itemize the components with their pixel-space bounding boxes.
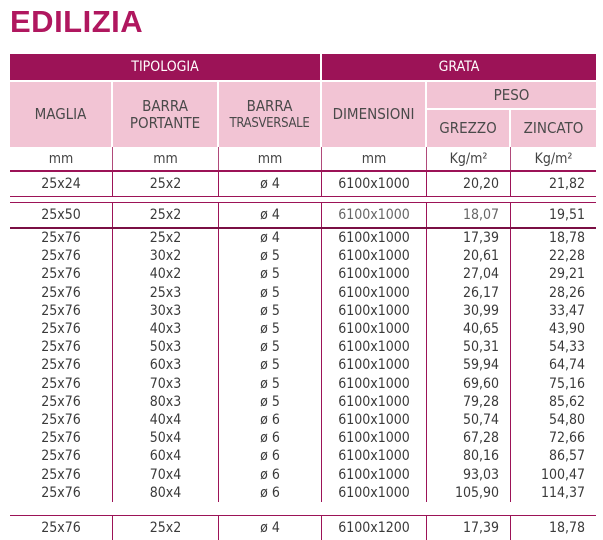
cell-barra-portante: 25x2 <box>113 172 219 196</box>
cell-grezzo: 20,20 <box>427 172 511 196</box>
cell-grezzo: 69,60 <box>427 375 511 393</box>
cell-zincato: 18,78 <box>548 519 585 536</box>
cell-maglia: 25x76 <box>10 484 113 502</box>
table-row <box>10 265 596 283</box>
cell-barra-trasversale: ø 4 <box>219 229 322 247</box>
cell-dimensioni: 6100x1000 <box>322 172 427 196</box>
cell-maglia: 25x76 <box>10 375 113 393</box>
cell-dimensioni: 6100x1000 <box>322 284 427 302</box>
table-row <box>10 516 596 540</box>
cell-barra-trasversale: ø 5 <box>219 375 322 393</box>
cell-dimensioni: 6100x1000 <box>322 411 427 429</box>
cell-barra-portante: 60x4 <box>113 447 219 465</box>
table-row <box>10 284 596 302</box>
cell-barra-portante: 30x2 <box>113 247 219 265</box>
cell-zincato: 75,16 <box>548 375 585 392</box>
table-group-2 <box>10 202 596 227</box>
cell-maglia: 25x76 <box>10 356 113 374</box>
cell-barra-trasversale: ø 6 <box>219 465 322 483</box>
cell-zincato: 85,62 <box>548 393 585 410</box>
cell-dimensioni: 6100x1000 <box>322 247 427 265</box>
cell-barra-trasversale: ø 5 <box>219 320 322 338</box>
table-row <box>10 172 596 196</box>
unit-grezzo: Kg/m² <box>427 147 511 170</box>
cell-barra-portante: 25x2 <box>113 203 219 227</box>
cell-zincato: 21,82 <box>548 176 585 192</box>
table-row <box>10 247 596 265</box>
cell-dimensioni: 6100x1000 <box>322 375 427 393</box>
cell-barra-portante: 25x2 <box>113 229 219 247</box>
cell-barra-trasversale: ø 5 <box>219 356 322 374</box>
cell-barra-portante: 40x3 <box>113 320 219 338</box>
cell-zincato: 29,21 <box>548 266 585 283</box>
table-row <box>10 338 596 356</box>
unit-maglia: mm <box>10 147 113 170</box>
table-row <box>10 356 596 374</box>
cell-barra-portante: 25x3 <box>113 284 219 302</box>
cell-grezzo: 18,07 <box>427 203 511 227</box>
cell-maglia: 25x76 <box>10 411 113 429</box>
cell-dimensioni: 6100x1000 <box>322 356 427 374</box>
cell-zincato: 54,33 <box>548 339 585 356</box>
cell-dimensioni: 6100x1000 <box>322 393 427 411</box>
cell-barra-trasversale: ø 6 <box>219 447 322 465</box>
cell-grezzo: 93,03 <box>427 465 511 483</box>
cell-zincato: 54,80 <box>548 411 585 428</box>
cell-zincato: 114,37 <box>540 484 585 501</box>
cell-barra-portante: 50x4 <box>113 429 219 447</box>
cell-barra-portante: 50x3 <box>113 338 219 356</box>
cell-barra-portante: 70x3 <box>113 375 219 393</box>
product-table <box>10 54 596 540</box>
cell-zincato: 19,51 <box>548 207 585 223</box>
group-gap <box>10 502 596 515</box>
cell-grezzo: 50,74 <box>427 411 511 429</box>
cell-grezzo: 20,61 <box>427 247 511 265</box>
header-grezzo: GREZZO <box>427 110 511 147</box>
cell-grezzo: 17,39 <box>427 229 511 247</box>
cell-maglia: 25x24 <box>10 172 113 196</box>
unit-barra-portante: mm <box>113 147 219 170</box>
cell-barra-portante: 40x2 <box>113 265 219 283</box>
table-row <box>10 465 596 483</box>
header-barra-trasversale-line2: TRASVERSALE <box>229 115 310 131</box>
cell-dimensioni: 6100x1000 <box>322 338 427 356</box>
header-columns <box>10 80 596 147</box>
cell-barra-trasversale: ø 4 <box>219 172 322 196</box>
cell-barra-trasversale: ø 5 <box>219 284 322 302</box>
table-row <box>10 447 596 465</box>
unit-dimensioni: mm <box>322 147 427 170</box>
cell-maglia: 25x76 <box>10 447 113 465</box>
cell-grezzo: 30,99 <box>427 302 511 320</box>
cell-maglia: 25x76 <box>10 302 113 320</box>
cell-zincato: 33,47 <box>548 302 585 319</box>
header-tipologia: TIPOLOGIA <box>10 54 322 80</box>
cell-grezzo: 67,28 <box>427 429 511 447</box>
cell-barra-portante: 40x4 <box>113 411 219 429</box>
table-group-1 <box>10 172 596 197</box>
cell-dimensioni: 6100x1000 <box>322 265 427 283</box>
cell-maglia: 25x76 <box>10 320 113 338</box>
cell-grezzo: 50,31 <box>427 338 511 356</box>
unit-zincato: Kg/m² <box>534 150 573 167</box>
table-row <box>10 229 596 247</box>
header-maglia: MAGLIA <box>10 80 113 147</box>
table-group-4 <box>10 515 596 540</box>
cell-dimensioni: 6100x1000 <box>322 203 427 227</box>
cell-zincato: 22,28 <box>548 248 585 265</box>
header-grata: GRATA <box>322 54 596 80</box>
cell-barra-trasversale: ø 6 <box>219 429 322 447</box>
cell-maglia: 25x76 <box>10 247 113 265</box>
header-zincato: ZINCATO <box>511 110 596 147</box>
cell-barra-trasversale: ø 4 <box>219 203 322 227</box>
header-barra-portante-line2: PORTANTE <box>129 113 201 132</box>
unit-barra-trasversale: mm <box>219 147 322 170</box>
cell-dimensioni: 6100x1000 <box>322 447 427 465</box>
header-barra-trasversale-line1: BARRA <box>246 96 293 115</box>
cell-grezzo: 17,39 <box>427 516 511 540</box>
table-row <box>10 203 596 227</box>
cell-barra-trasversale: ø 6 <box>219 411 322 429</box>
table-row <box>10 302 596 320</box>
header-barra-trasversale <box>219 80 322 147</box>
cell-barra-portante: 60x3 <box>113 356 219 374</box>
cell-grezzo: 59,94 <box>427 356 511 374</box>
table-group-3 <box>10 229 596 502</box>
cell-barra-portante: 30x3 <box>113 302 219 320</box>
table-row <box>10 484 596 502</box>
cell-barra-trasversale: ø 5 <box>219 265 322 283</box>
cell-grezzo: 27,04 <box>427 265 511 283</box>
cell-zincato: 100,47 <box>540 466 585 483</box>
cell-dimensioni: 6100x1000 <box>322 484 427 502</box>
table-row <box>10 320 596 338</box>
cell-zincato: 43,90 <box>548 321 585 338</box>
cell-zincato: 86,57 <box>548 448 585 465</box>
cell-barra-trasversale: ø 5 <box>219 302 322 320</box>
cell-dimensioni: 6100x1000 <box>322 465 427 483</box>
header-dimensioni: DIMENSIONI <box>322 80 427 147</box>
cell-barra-portante: 80x4 <box>113 484 219 502</box>
cell-dimensioni: 6100x1000 <box>322 302 427 320</box>
header-peso: PESO <box>427 80 596 110</box>
table-row <box>10 411 596 429</box>
cell-grezzo: 26,17 <box>427 284 511 302</box>
cell-maglia: 25x76 <box>10 265 113 283</box>
cell-barra-trasversale: ø 4 <box>219 516 322 540</box>
cell-maglia: 25x76 <box>10 229 113 247</box>
cell-dimensioni: 6100x1000 <box>322 429 427 447</box>
cell-grezzo: 105,90 <box>427 484 511 502</box>
cell-maglia: 25x76 <box>10 429 113 447</box>
cell-maglia: 25x76 <box>10 393 113 411</box>
table-row <box>10 393 596 411</box>
cell-zincato: 72,66 <box>548 430 585 447</box>
cell-dimensioni: 6100x1000 <box>322 229 427 247</box>
cell-grezzo: 79,28 <box>427 393 511 411</box>
cell-barra-trasversale: ø 5 <box>219 247 322 265</box>
table-row <box>10 429 596 447</box>
table-row <box>10 375 596 393</box>
header-barra-portante <box>113 80 219 147</box>
page-title: EDILIZIA <box>10 4 144 39</box>
units-row <box>10 147 596 172</box>
cell-maglia: 25x76 <box>10 516 113 540</box>
header-group-row <box>10 54 596 80</box>
cell-dimensioni: 6100x1200 <box>322 516 427 540</box>
cell-maglia: 25x76 <box>10 338 113 356</box>
cell-maglia: 25x50 <box>10 203 113 227</box>
cell-barra-trasversale: ø 5 <box>219 393 322 411</box>
cell-barra-portante: 70x4 <box>113 465 219 483</box>
cell-zincato: 18,78 <box>548 230 585 247</box>
cell-maglia: 25x76 <box>10 284 113 302</box>
cell-barra-portante: 25x2 <box>113 516 219 540</box>
cell-barra-trasversale: ø 6 <box>219 484 322 502</box>
cell-grezzo: 40,65 <box>427 320 511 338</box>
header-barra-portante-line1: BARRA <box>142 96 188 115</box>
cell-barra-portante: 80x3 <box>113 393 219 411</box>
cell-grezzo: 80,16 <box>427 447 511 465</box>
cell-maglia: 25x76 <box>10 465 113 483</box>
cell-barra-trasversale: ø 5 <box>219 338 322 356</box>
cell-dimensioni: 6100x1000 <box>322 320 427 338</box>
cell-zincato: 64,74 <box>548 357 585 374</box>
cell-zincato: 28,26 <box>548 284 585 301</box>
